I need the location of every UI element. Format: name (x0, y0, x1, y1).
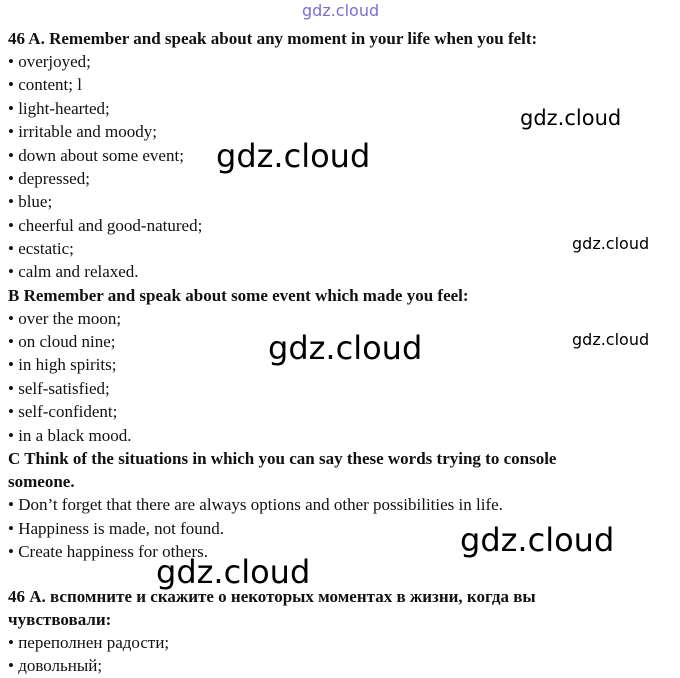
section-a-heading: 46 A. Remember and speak about any moment in your life when you felt: (8, 29, 538, 48)
watermark: gdz.cloud (572, 234, 650, 253)
watermark: gdz.cloud (268, 329, 423, 367)
list-item: • on cloud nine; (8, 332, 116, 351)
list-item: • content; l (8, 75, 82, 94)
watermark-top: gdz.cloud (302, 1, 380, 20)
watermark: gdz.cloud (216, 137, 371, 175)
list-item: • irritable and moody; (8, 122, 157, 141)
list-item: • overjoyed; (8, 52, 91, 71)
list-item: • Happiness is made, not found. (8, 519, 225, 538)
watermark: gdz.cloud (520, 106, 622, 130)
list-item: • in high spirits; (8, 355, 117, 374)
watermark: gdz.cloud (156, 553, 311, 591)
list-item: • down about some event; (8, 146, 184, 165)
list-item: • light-hearted; (8, 99, 110, 118)
watermark: gdz.cloud (572, 330, 650, 349)
section-ru-heading-cont: чувствовали: (8, 610, 112, 629)
list-item: • blue; (8, 192, 53, 211)
section-c-heading-cont: someone. (8, 472, 75, 491)
list-item: • Create happiness for others. (8, 542, 208, 561)
list-item: • depressed; (8, 169, 90, 188)
list-item: • довольный; (8, 656, 103, 675)
list-item: • over the moon; (8, 309, 122, 328)
section-ru-heading: 46 А. вспомните и скажите о некоторых моментах в жизни, когда вы (8, 587, 536, 606)
section-c-heading: C Think of the situations in which you can say these words trying to console (8, 449, 557, 468)
list-item: • self-satisfied; (8, 379, 110, 398)
list-item: • calm and relaxed. (8, 262, 139, 281)
list-item: • переполнен радости; (8, 633, 170, 652)
list-item: • cheerful and good-natured; (8, 216, 203, 235)
list-item: • self-confident; (8, 402, 118, 421)
list-item: • in a black mood. (8, 426, 132, 445)
list-item: • Don’t forget that there are always options and other possibilities in life. (8, 495, 503, 514)
list-item: • ecstatic; (8, 239, 74, 258)
section-b-heading: B Remember and speak about some event which made you feel: (8, 286, 469, 305)
watermark: gdz.cloud (460, 521, 615, 559)
